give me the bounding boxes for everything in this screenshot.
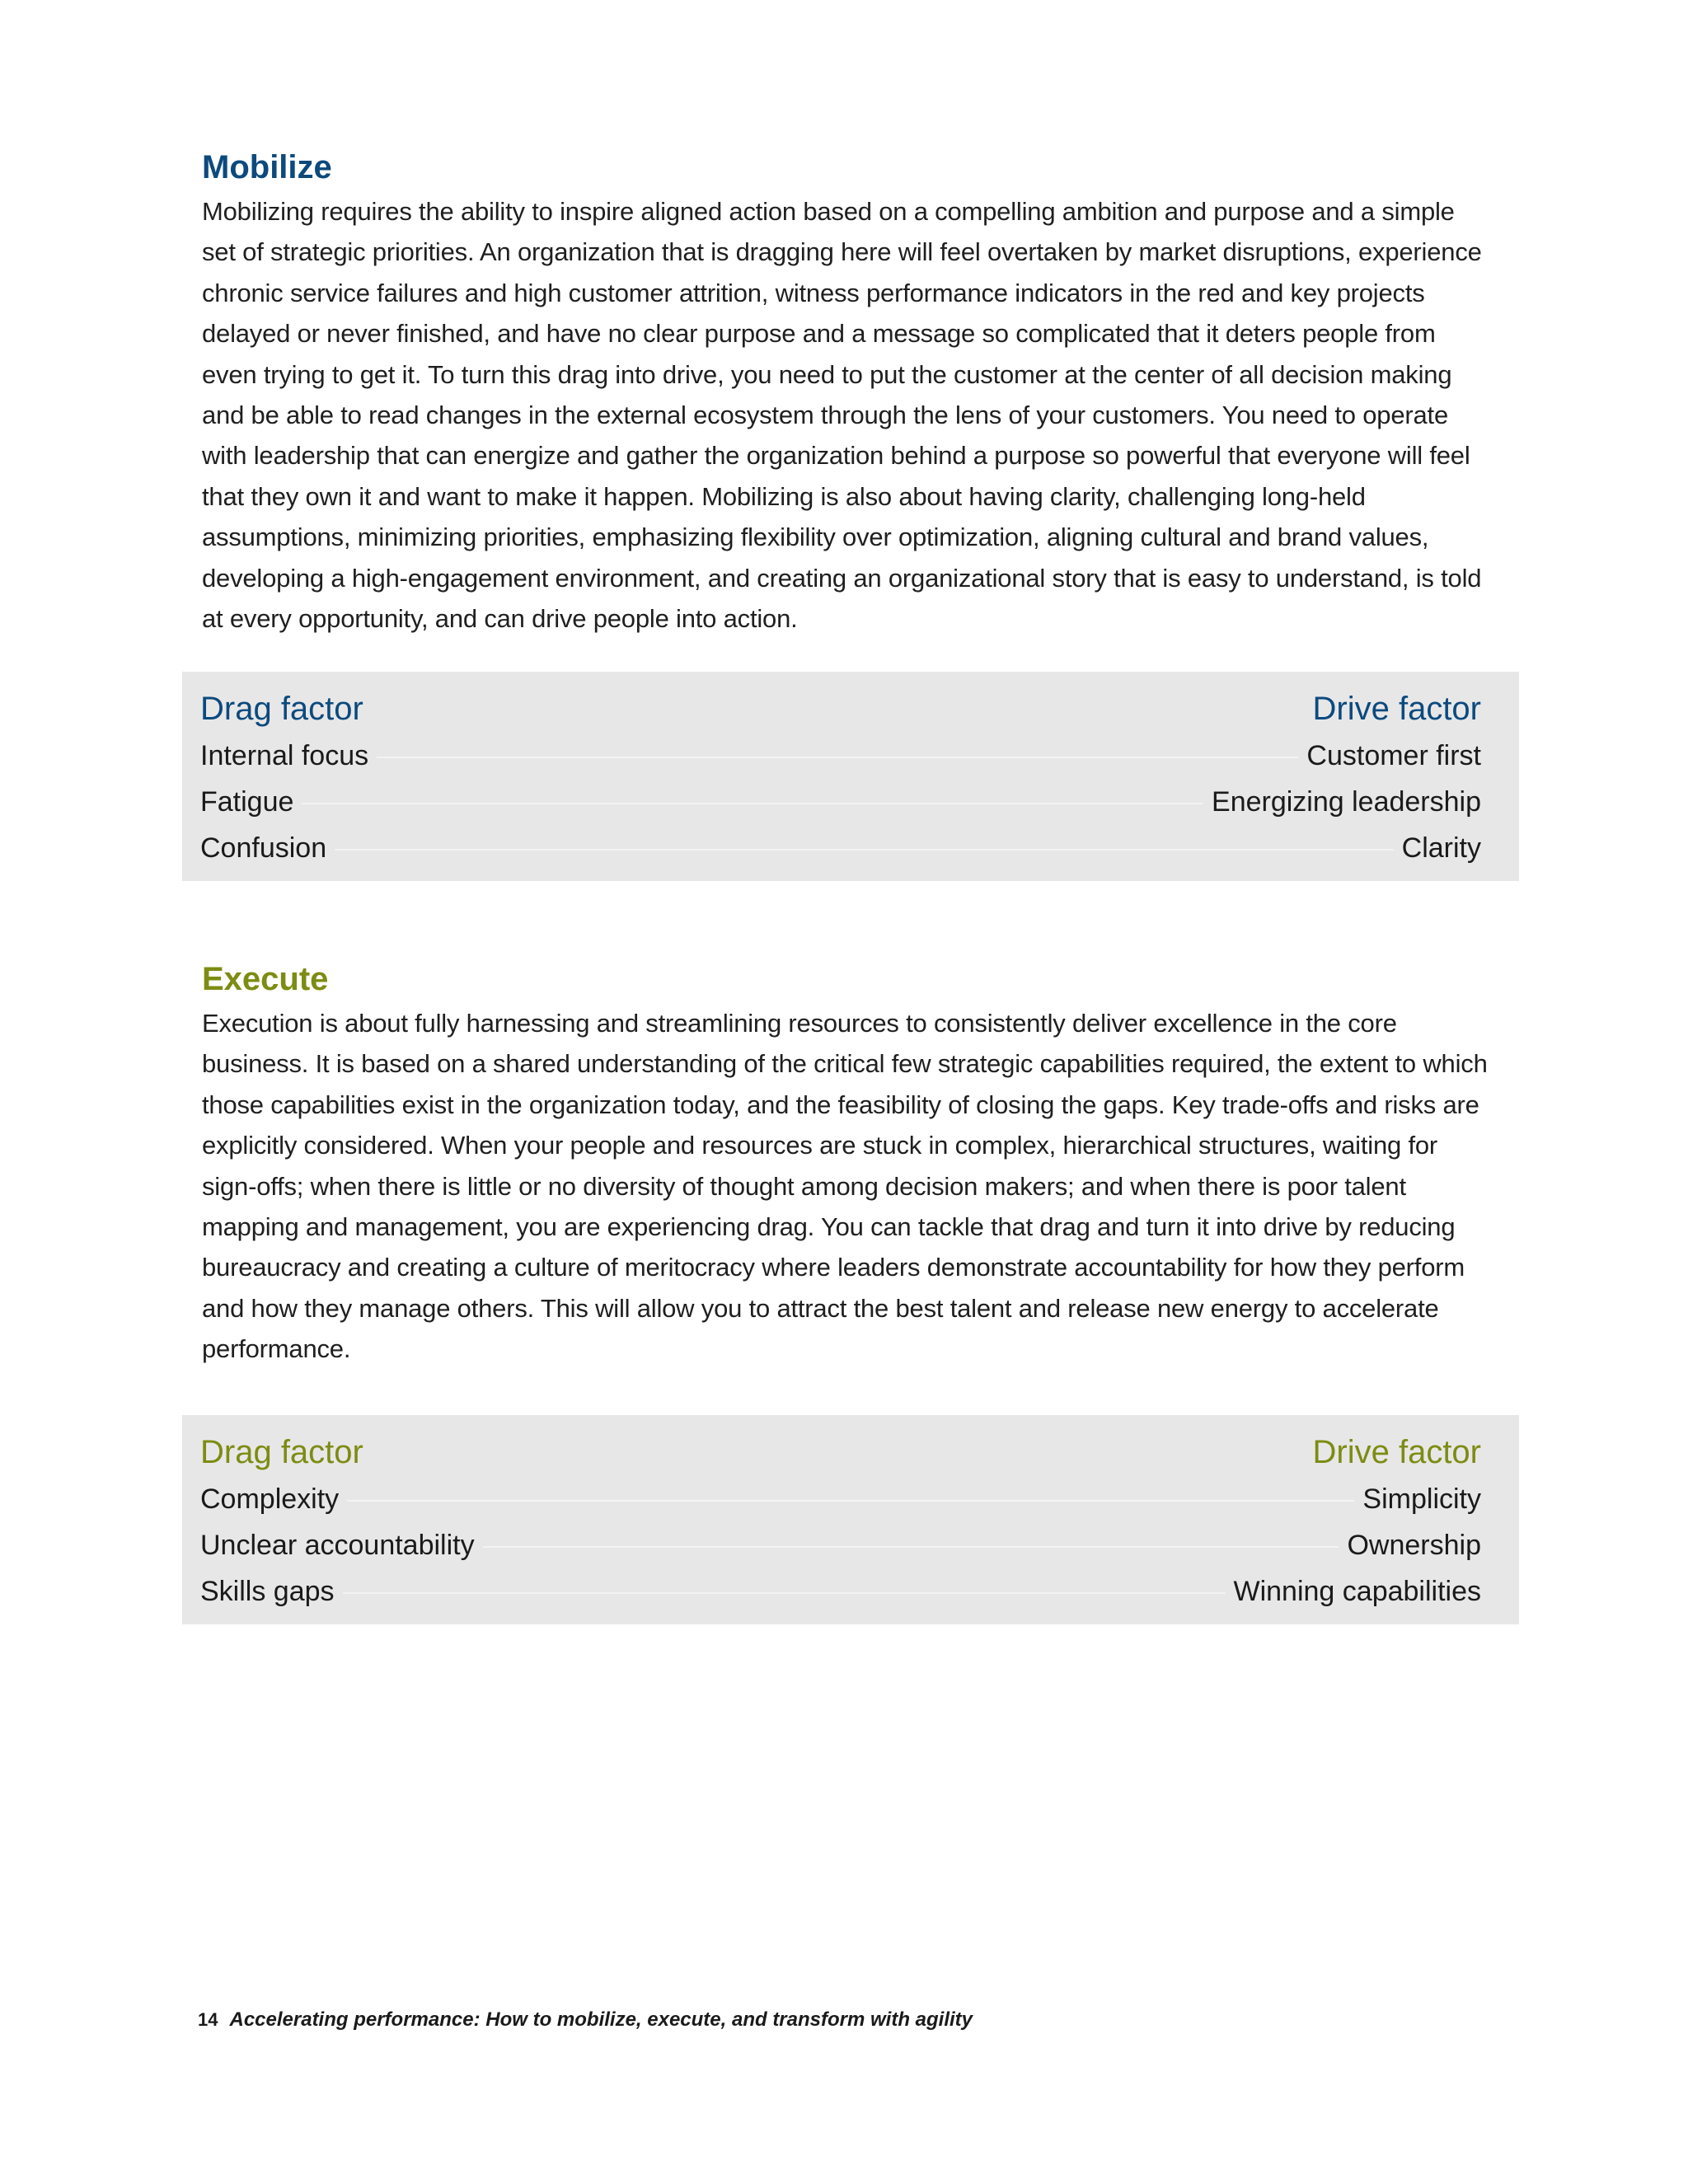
- execute-heading: Execute: [202, 961, 329, 997]
- factor-row: [200, 825, 1481, 871]
- drive-factor-item: Simplicity: [1362, 1483, 1481, 1515]
- leader-line: [377, 757, 1298, 758]
- drag-factor-heading: Drag factor: [200, 1434, 363, 1470]
- page-footer: [198, 2008, 973, 2032]
- factor-row: [200, 1522, 1481, 1568]
- page-number: 14: [198, 2009, 218, 2030]
- leader-line: [302, 803, 1203, 804]
- factor-row: [200, 779, 1481, 825]
- footer-title: Accelerating performance: How to mobilize, execute, and transform with agility: [229, 2008, 973, 2031]
- leader-line: [343, 1592, 1226, 1594]
- leader-line: [335, 849, 1394, 851]
- drive-factor-item: Clarity: [1401, 832, 1481, 864]
- drag-factor-heading: Drag factor: [200, 691, 363, 727]
- leader-line: [483, 1546, 1339, 1548]
- mobilize-factor-table: [182, 672, 1519, 881]
- drag-factor-item: Fatigue: [200, 786, 294, 818]
- mobilize-heading: Mobilize: [202, 149, 332, 185]
- execute-section: [202, 958, 1488, 1370]
- drive-factor-heading: Drive factor: [1312, 691, 1481, 727]
- drag-factor-item: Unclear accountability: [200, 1530, 475, 1561]
- drag-factor-item: Skills gaps: [200, 1576, 335, 1607]
- drag-factor-item: Complexity: [200, 1483, 340, 1515]
- leader-line: [347, 1500, 1354, 1502]
- mobilize-paragraph: Mobilizing requires the ability to inspire aligned action based on a compelling ambition and purpose and a simple set of strategic priorities. An organization that is dragging here will feel overtaken by market disruptions, experience chronic service failures and high customer attrition, witness performance indicators in the red and key projects delayed or never finished, and have no clear purpose and a message so complicated that it deters people from even trying to get it. To turn this drag into drive, you need to put the customer at the center of all decision making and be able to read changes in the external ecosystem through the lens of your customers. You need to operate with leadership that can energize and gather the organization behind a purpose so powerful that everyone will feel that they own it and want to make it happen. Mobilizing is also about having clarity, challenging long-held assumptions, minimizing priorities, emphasizing flexibility over optimization, aligning cultural and brand values, developing a high-engagement environment, and creating an organizational story that is easy to understand, is told at every opportunity, and can drive people into action.: [202, 197, 1482, 634]
- drive-factor-item: Customer first: [1306, 740, 1481, 771]
- execute-factor-header: [200, 1428, 1481, 1476]
- drive-factor-item: Winning capabilities: [1233, 1576, 1481, 1607]
- factor-row: [200, 1568, 1481, 1615]
- mobilize-section: [202, 147, 1488, 639]
- drag-factor-item: Confusion: [200, 832, 327, 864]
- drive-factor-item: Ownership: [1347, 1530, 1481, 1561]
- execute-paragraph: Execution is about fully harnessing and streamlining resources to consistently deliver excellence in the core business. It is based on a shared understanding of the critical few strategic capabilities required, the extent to which those capabilities exist in the organization today, and the feasibility of closing the gaps. Key trade-offs and risks are explicitly considered. When your people and resources are stuck in complex, hierarchical structures, waiting for sign-offs; when there is little or no diversity of thought among decision makers; and when there is poor talent mapping and management, you are experiencing drag. You can tackle that drag and turn it into drive by reducing bureaucracy and creating a culture of meritocracy where leaders demonstrate accountability for how they perform and how they manage others. This will allow you to attract the best talent and release new energy to accelerate performance.: [202, 1009, 1488, 1364]
- execute-factor-table: [182, 1415, 1519, 1624]
- drive-factor-item: Energizing leadership: [1212, 786, 1481, 818]
- mobilize-factor-header: [200, 685, 1481, 733]
- factor-row: [200, 733, 1481, 779]
- drag-factor-item: Internal focus: [200, 740, 369, 771]
- factor-row: [200, 1476, 1481, 1522]
- drive-factor-heading: Drive factor: [1312, 1434, 1481, 1470]
